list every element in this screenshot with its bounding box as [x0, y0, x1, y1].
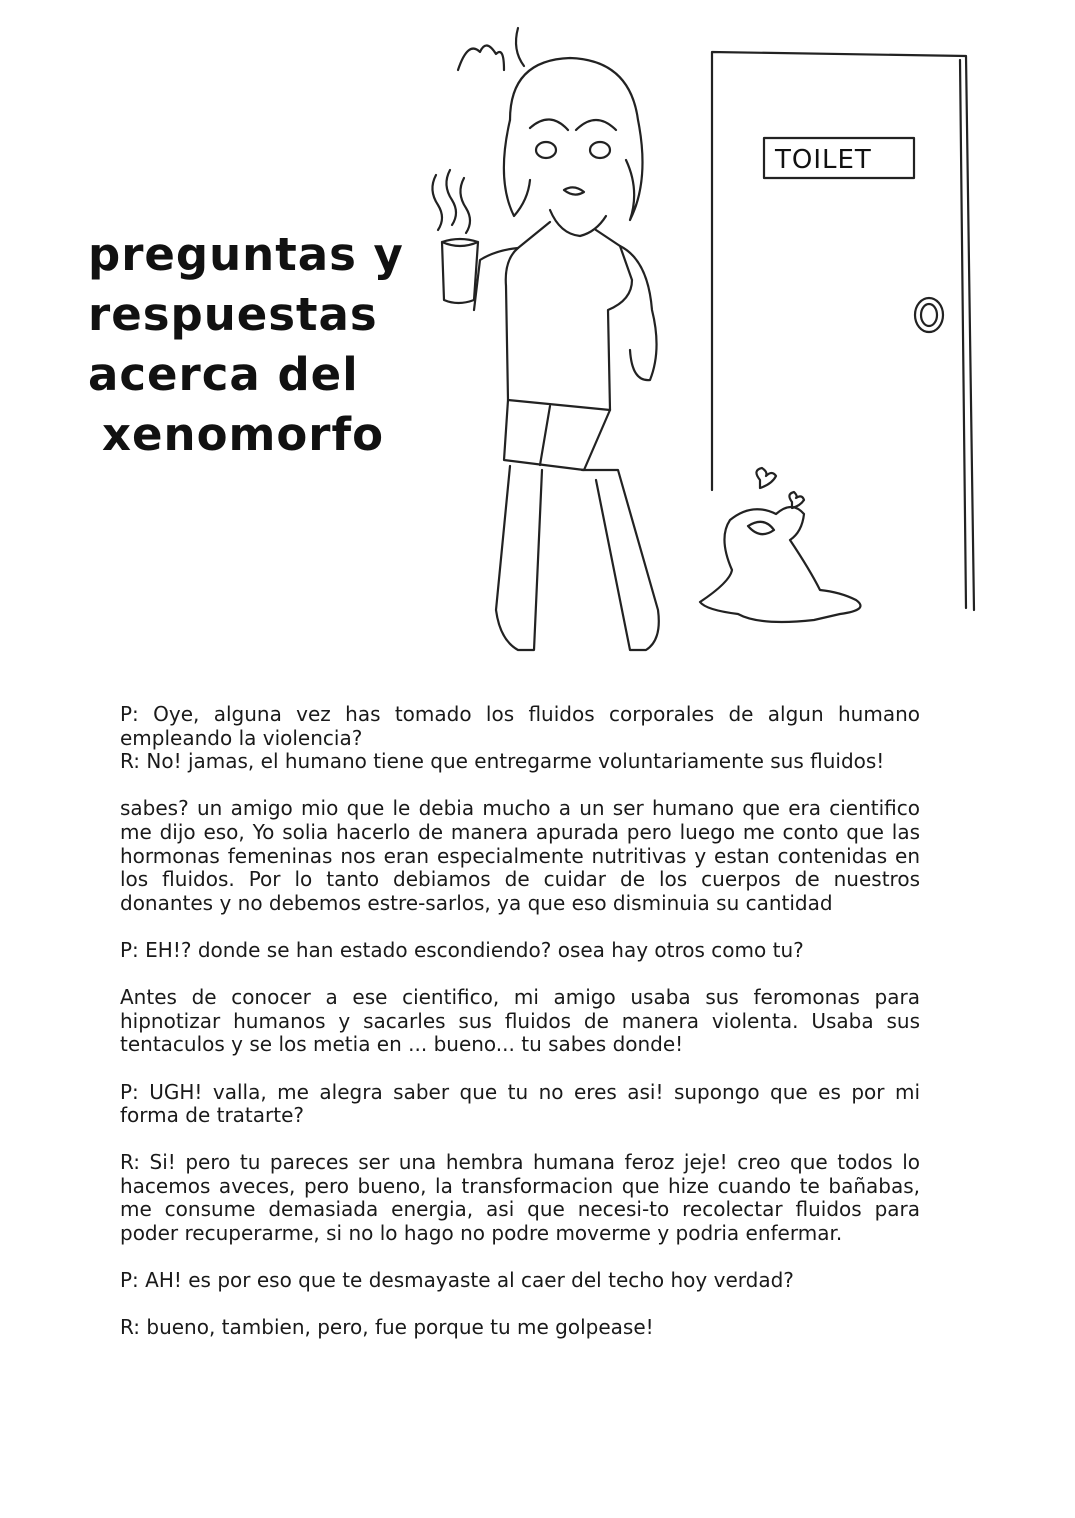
qa-paragraph: R: bueno, tambien, pero, fue porque tu me golpease!	[120, 1315, 654, 1340]
title-line-2: respuestas	[88, 288, 378, 341]
girl-character	[474, 28, 659, 650]
squiggle-icon	[458, 45, 504, 70]
qa-paragraph	[120, 703, 920, 774]
illustration	[400, 10, 1000, 660]
door-sign-text: TOILET	[775, 145, 872, 175]
qa-paragraph: P: EH!? donde se han estado escondiendo? osea hay otros como tu?	[120, 937, 804, 962]
qa-line: P: Oye, alguna vez has tomado los fluidos corporales de algun humano empleando la violencia?	[120, 702, 920, 750]
qa-paragraph: R: Si! pero tu pareces ser una hembra humana feroz jeje! creo que todos lo hacemos aveces, pero bueno, la transformacion que hize cuando te bañabas, me consume demasiada energia, asi que necesi-to recolectar fluidos para poder recuperarme, si no lo hago no podre moverme y podria enfermar.	[120, 1150, 920, 1246]
heart-icon	[789, 492, 804, 508]
qa-paragraph: Antes de conocer a ese cientifico, mi amigo usaba sus feromonas para hipnotizar humanos y sacarles sus fluidos de manera violenta. Usaba sus tentaculos y se los metia en ... bueno... tu sabes donde!	[120, 985, 920, 1057]
heart-icon	[756, 468, 776, 488]
steam-icon	[432, 170, 470, 233]
qa-paragraph: P: AH! es por eso que te desmayaste al caer del techo hoy verdad?	[120, 1268, 794, 1293]
page-title	[88, 225, 404, 465]
toilet-door	[712, 52, 974, 610]
qa-paragraph: P: UGH! valla, me alegra saber que tu no eres asi! supongo que es por mi forma de tratarte?	[120, 1079, 920, 1128]
cup-icon	[442, 239, 478, 303]
title-line-3: acerca del	[88, 348, 359, 401]
title-line-1: preguntas y	[88, 228, 404, 281]
title-line-4: xenomorfo	[102, 408, 384, 461]
alien-creature	[700, 468, 860, 622]
qa-line: R: No! jamas, el humano tiene que entregarme voluntariamente sus fluidos!	[120, 749, 885, 774]
qa-text	[120, 703, 920, 1364]
qa-paragraph: sabes? un amigo mio que le debia mucho a un ser humano que era cientifico me dijo eso, Yo solia hacerlo de manera apurada pero luego me conto que las hormonas femeninas nos eran especialmente nutritivas y estan contenidas en los fluidos. Por lo tanto debiamos de cuidar de los cuerpos de nuestros donantes y no debemos estre-sarlos, ya que eso disminuia su cantidad	[120, 796, 920, 915]
